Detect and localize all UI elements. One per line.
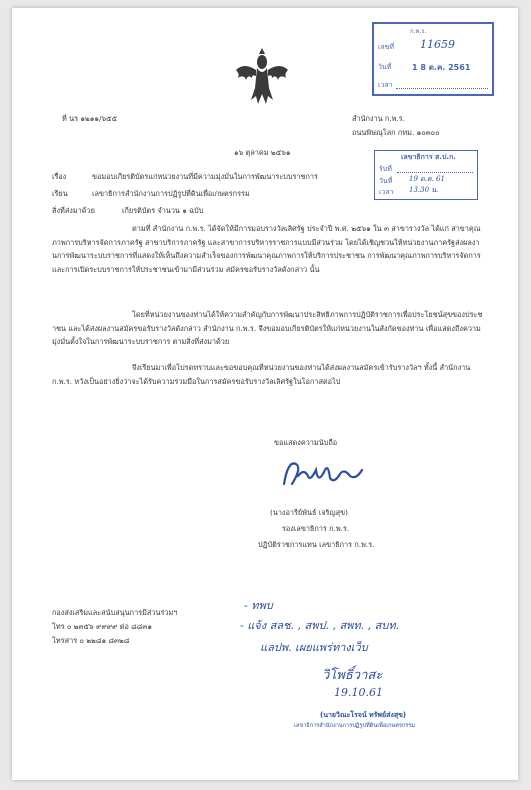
secretary-stamp-time-value: 13.30 น. <box>409 186 439 194</box>
secretary-stamp-date-label: วันที่ <box>379 177 393 185</box>
letter-date: ๑๖ ตุลาคม ๒๕๖๑ <box>234 148 291 157</box>
secretary-stamp-date-value: 19 ต.ค. 61 <box>409 175 445 183</box>
handwritten-signature: วิโพธิ์วาสะ <box>322 668 383 683</box>
receive-stamp-date-label: วันที่ <box>378 63 392 71</box>
handwritten-date: 19.10.61 <box>334 686 383 699</box>
handwritten-line-3: แลปพ. เผยแพร่ทางเว็บ <box>260 641 368 654</box>
secretary-stamp-time-label: เวลา <box>379 188 394 196</box>
to-label: เรียน <box>52 189 68 198</box>
handwritten-signer-title: เลขาธิการสำนักงานการปฏิรูปที่ดินเพื่อเกษตรกรรม <box>294 723 415 729</box>
body-paragraph-1: ตามที่ สำนักงาน ก.พ.ร. ได้จัดให้มีการมอบรางวัลเลิศรัฐ ประจำปี พ.ศ. ๒๕๖๑ ใน ๓ สาขารางวัล ได้แก่ สาขาคุณภาพการบริหารจัดการภาครัฐ สาขาบริการภาครัฐ และสาขาการบริหารราชการแบบมีส่วนร่วม โดยได้เชิญชวนให้หน่วยงานภาครัฐส่งผลงานการพัฒนาระบบราชการที่แสดงให้เห็นถึงความสำเร็จของการพัฒนาคุณภาพการให้บริการประชาชน การพัฒนาคุณภาพการบริหารจัดการ และการเปิดระบบราชการให้ประชาชนเข้ามามีส่วนร่วม สมัครขอรับรางวัลดังกล่าว นั้น <box>52 224 481 274</box>
garuda-emblem <box>234 48 290 106</box>
subject-text: ขอมอบเกียรติบัตรแก่หน่วยงานที่มีความมุ่งมั่นในการพัฒนาระบบราชการ <box>92 172 318 181</box>
handwritten-line-2: - แจ้ง สลช. , สพป. , สพท. , สบท. <box>240 619 400 632</box>
closing-text: ขอแสดงความนับถือ <box>274 438 338 447</box>
subject-label: เรื่อง <box>52 172 67 181</box>
receive-stamp-no-label: เลขที่ <box>378 43 395 51</box>
footer-unit: กองส่งเสริมและสนับสนุนการมีส่วนร่วมฯ <box>52 608 178 617</box>
footer-fax: โทรสาร ๐ ๒๒๘๑ ๘๓๒๘ <box>52 636 130 645</box>
secretary-stamp <box>374 150 478 200</box>
enclosure-label: สิ่งที่ส่งมาด้วย <box>52 206 95 215</box>
receive-stamp-date-value: 1 8 ต.ค. 2561 <box>412 63 471 72</box>
enclosure-text: เกียรติบัตร จำนวน ๑ ฉบับ <box>122 206 204 215</box>
letter-page <box>12 8 518 780</box>
document-number: ที่ นร ๑๒๑๑/๖๕๕ <box>62 114 118 123</box>
body-paragraph-3: จึงเรียนมาเพื่อโปรดทราบและขอขอบคุณที่หน่วยงานของท่านได้ส่งผลงานสมัครเข้ารับรางวัลฯ ทั้งนี้ สำนักงาน ก.พ.ร. หวังเป็นอย่างยิ่งว่าจะได้รับความร่วมมือในการสมัครขอรับรางวัลเลิศรัฐในโอกาสต่อไป <box>52 363 471 386</box>
signer-position-2: ปฏิบัติราชการแทน เลขาธิการ ก.พ.ร. <box>258 540 375 549</box>
receive-stamp-time-label: เวลา <box>378 81 393 89</box>
secretary-stamp-title: เลขาธิการ ส.ป.ก. <box>401 153 456 161</box>
receive-stamp-title: ก.พ.ร. <box>410 28 427 35</box>
signer-position-1: รองเลขาธิการ ก.พ.ร. <box>282 524 350 533</box>
receive-stamp <box>372 22 494 96</box>
body-paragraph-2: โดยที่หน่วยงานของท่านได้ให้ความสำคัญกับการพัฒนาประสิทธิภาพการปฏิบัติราชการเพื่อประโยชน์สุขของประชาชน และได้ส่งผลงานสมัครขอรับรางวัลดังกล่าว สำนักงาน ก.พ.ร. จึงขอมอบเกียรติบัตรให้แก่หน่วยงานในสังกัดของท่าน เพื่อแสดงถึงความมุ่งมั่นตั้งใจในการพัฒนาระบบราชการ ตามสิ่งที่ส่งมาด้วย <box>52 310 483 346</box>
receive-stamp-time-line <box>396 88 488 89</box>
signer-name: (นางอารีย์พันธ์ เจริญสุข) <box>270 508 348 517</box>
to-text: เลขาธิการสำนักงานการปฏิรูปที่ดินเพื่อเกษตรกรรม <box>92 189 250 198</box>
handwritten-signer-name: (นายวิณะโรจน์ ทรัพย์ส่งสุข) <box>320 711 407 719</box>
handwritten-line-1: - ทพบ <box>244 599 273 612</box>
office-name: สำนักงาน ก.พ.ร. <box>352 114 406 123</box>
signature-scribble <box>278 454 368 494</box>
secretary-stamp-recv-label: รับที่ <box>379 165 392 173</box>
office-address: ถนนพิษณุโลก กทม. ๑๐๓๐๐ <box>352 128 440 137</box>
secretary-stamp-recv-line <box>397 172 473 173</box>
receive-stamp-no-value: 11659 <box>420 38 455 51</box>
footer-phone: โทร ๐ ๒๓๕๖ ๙๙๙๙ ต่อ ๘๘๓๑ <box>52 622 153 631</box>
